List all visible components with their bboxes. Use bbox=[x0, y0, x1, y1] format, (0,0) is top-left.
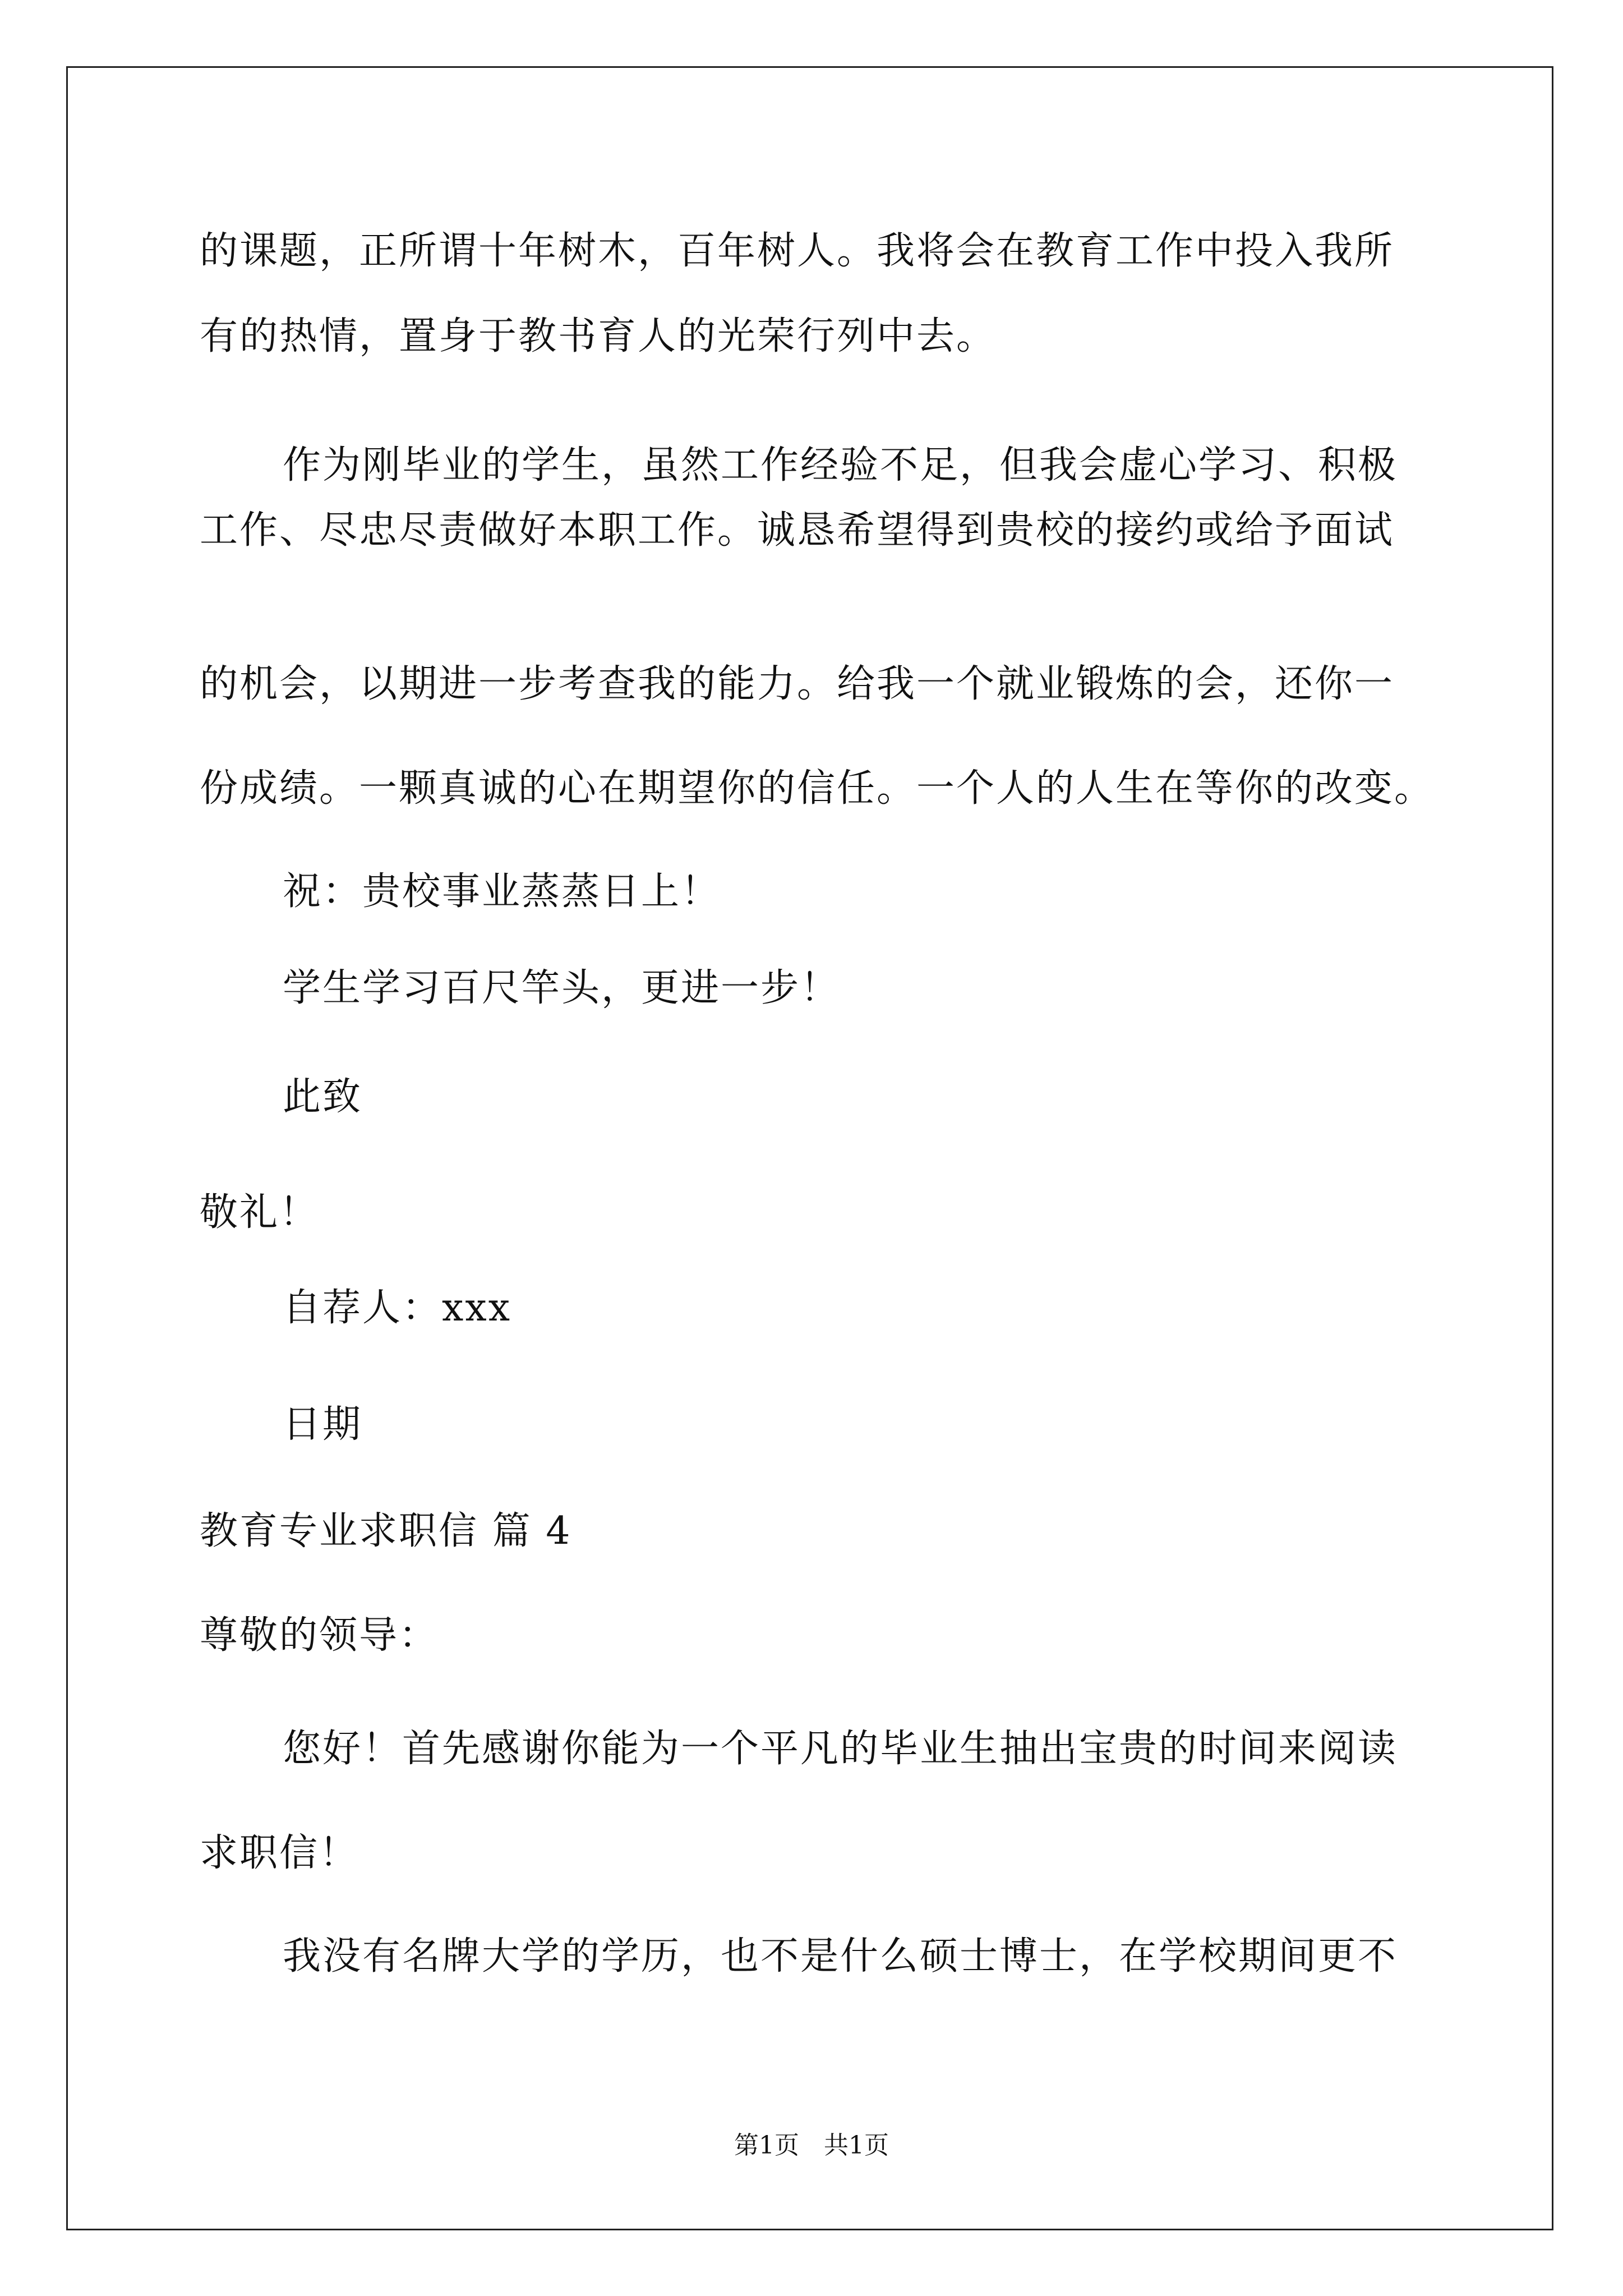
closing-wish: 学生学习百尺竿头，更进一步！ bbox=[283, 966, 841, 1010]
text-line: 工作、尽忠尽责做好本职工作。诚恳希望得到贵校的接约或给予面试 bbox=[200, 508, 1395, 553]
paragraph-line: 我没有名牌大学的学历，也不是什么硕士博士，在学校期间更不 bbox=[283, 1934, 1398, 1978]
date-line: 日期 bbox=[283, 1402, 363, 1447]
text-line: 的课题，正所谓十年树木，百年树人。我将会在教育工作中投入我所 bbox=[200, 229, 1395, 273]
paragraph-line: 您好！首先感谢你能为一个平凡的毕业生抽出宝贵的时间来阅读 bbox=[283, 1727, 1398, 1771]
text-line: 的机会，以期进一步考查我的能力。给我一个就业锻炼的会，还你一 bbox=[200, 662, 1395, 706]
signer-line: 自荐人：xxx bbox=[283, 1286, 512, 1330]
closing-wish: 祝：贵校事业蒸蒸日上！ bbox=[283, 869, 721, 914]
salutation-closing: 敬礼！ bbox=[200, 1190, 320, 1235]
text-line: 份成绩。一颗真诚的心在期望你的信任。一个人的人生在等你的改变。 bbox=[200, 766, 1435, 811]
text-line: 求职信！ bbox=[200, 1831, 359, 1875]
page-border bbox=[66, 66, 1553, 2230]
letter-greeting: 尊敬的领导： bbox=[200, 1613, 439, 1658]
page-number-footer: 第1页 共1页 bbox=[734, 2131, 889, 2160]
paragraph-line: 作为刚毕业的学生，虽然工作经验不足，但我会虚心学习、积极 bbox=[283, 443, 1398, 487]
section-heading: 教育专业求职信 篇 4 bbox=[200, 1509, 572, 1553]
text-line: 有的热情，置身于教书育人的光荣行列中去。 bbox=[200, 314, 997, 358]
salutation-closing: 此致 bbox=[283, 1075, 363, 1119]
